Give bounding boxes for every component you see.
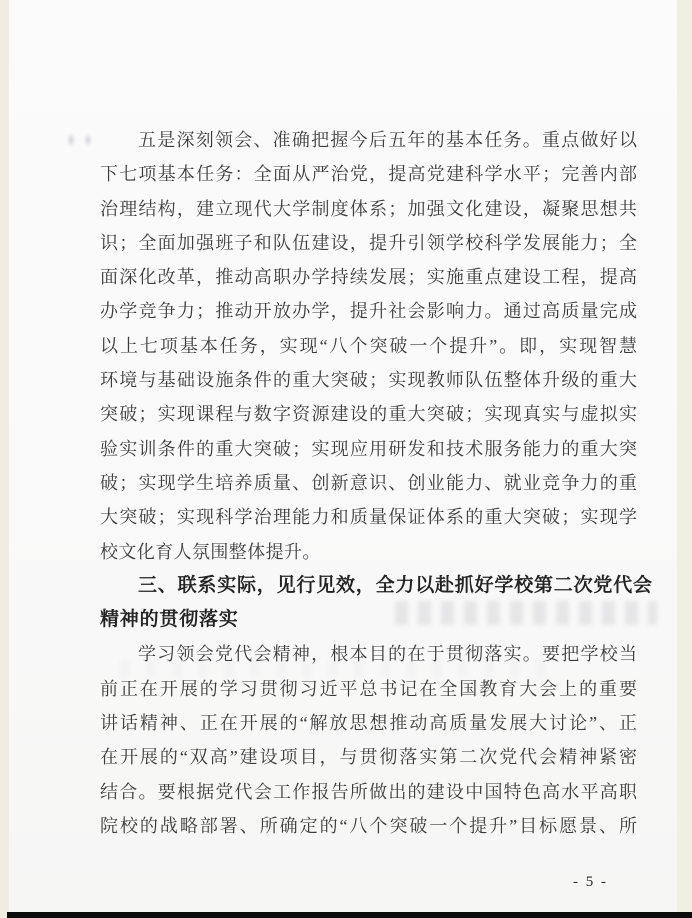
text-line: 破；实现学生培养质量、创新意识、创业能力、就业竞争力的重 [100,472,637,493]
document-body [100,123,653,843]
text-line: 突破；实现课程与数字资源建设的重大突破；实现真实与虚拟实 [100,404,637,425]
text-line: 学习领会党代会精神，根本目的在于贯彻落实。要把学校当 [138,644,637,665]
text-line: 以上七项基本任务，实现“八个突破一个提升”。即，实现智慧 [100,335,637,356]
text-line: 办学竞争力；推动开放办学，提升社会影响力。通过高质量完成 [100,301,637,322]
text-line: 校文化育人氛围整体提升。 [100,541,321,562]
text-line: 前正在开展的学习贯彻习近平总书记在全国教育大会上的重要 [100,678,637,699]
text-line: 结合。要根据党代会工作报告所做出的建设中国特色高水平高职 [100,781,637,802]
scan-edge-right [677,0,692,918]
text-line: 下七项基本任务：全面从严治党，提高党建科学水平；完善内部 [100,164,637,185]
text-line: 验实训条件的重大突破；实现应用研发和技术服务能力的重大突 [100,438,637,459]
paragraph [100,123,637,569]
heading-line: 精神的贯彻落实 [100,609,239,631]
text-line: 院校的战略部署、所确定的“八个突破一个提升”目标愿景、所 [100,815,637,836]
text-line: 讲话精神、正在开展的“解放思想推动高质量发展大讨论”、正 [100,713,637,734]
scan-edge-bottom [7,912,692,918]
heading-line: 三、联系实际，见行见效，全力以赴抓好学校第二次党代会 [138,574,653,596]
text-line: 识；全面加强班子和队伍建设，提升引领学校科学发展能力；全 [100,232,637,253]
page-number: - 5 - [573,874,608,890]
text-line: 环境与基础设施条件的重大突破；实现教师队伍整体升级的重大 [100,370,637,391]
text-line: 在开展的“双高”建设项目，与贯彻落实第二次党代会精神紧密 [100,747,637,768]
section-heading [100,569,653,638]
paragraph [100,637,637,843]
bleedthrough-smudge [60,126,100,154]
text-line: 治理结构，建立现代大学制度体系；加强文化建设，凝聚思想共 [100,198,637,219]
scan-edge-left [0,0,9,918]
text-line: 五是深刻领会、准确把握今后五年的基本任务。重点做好以 [138,130,637,150]
text-line: 大突破；实现科学治理能力和质量保证体系的重大突破；实现学 [100,507,637,528]
text-line: 面深化改革，推动高职办学持续发展；实施重点建设工程，提高 [100,267,637,288]
